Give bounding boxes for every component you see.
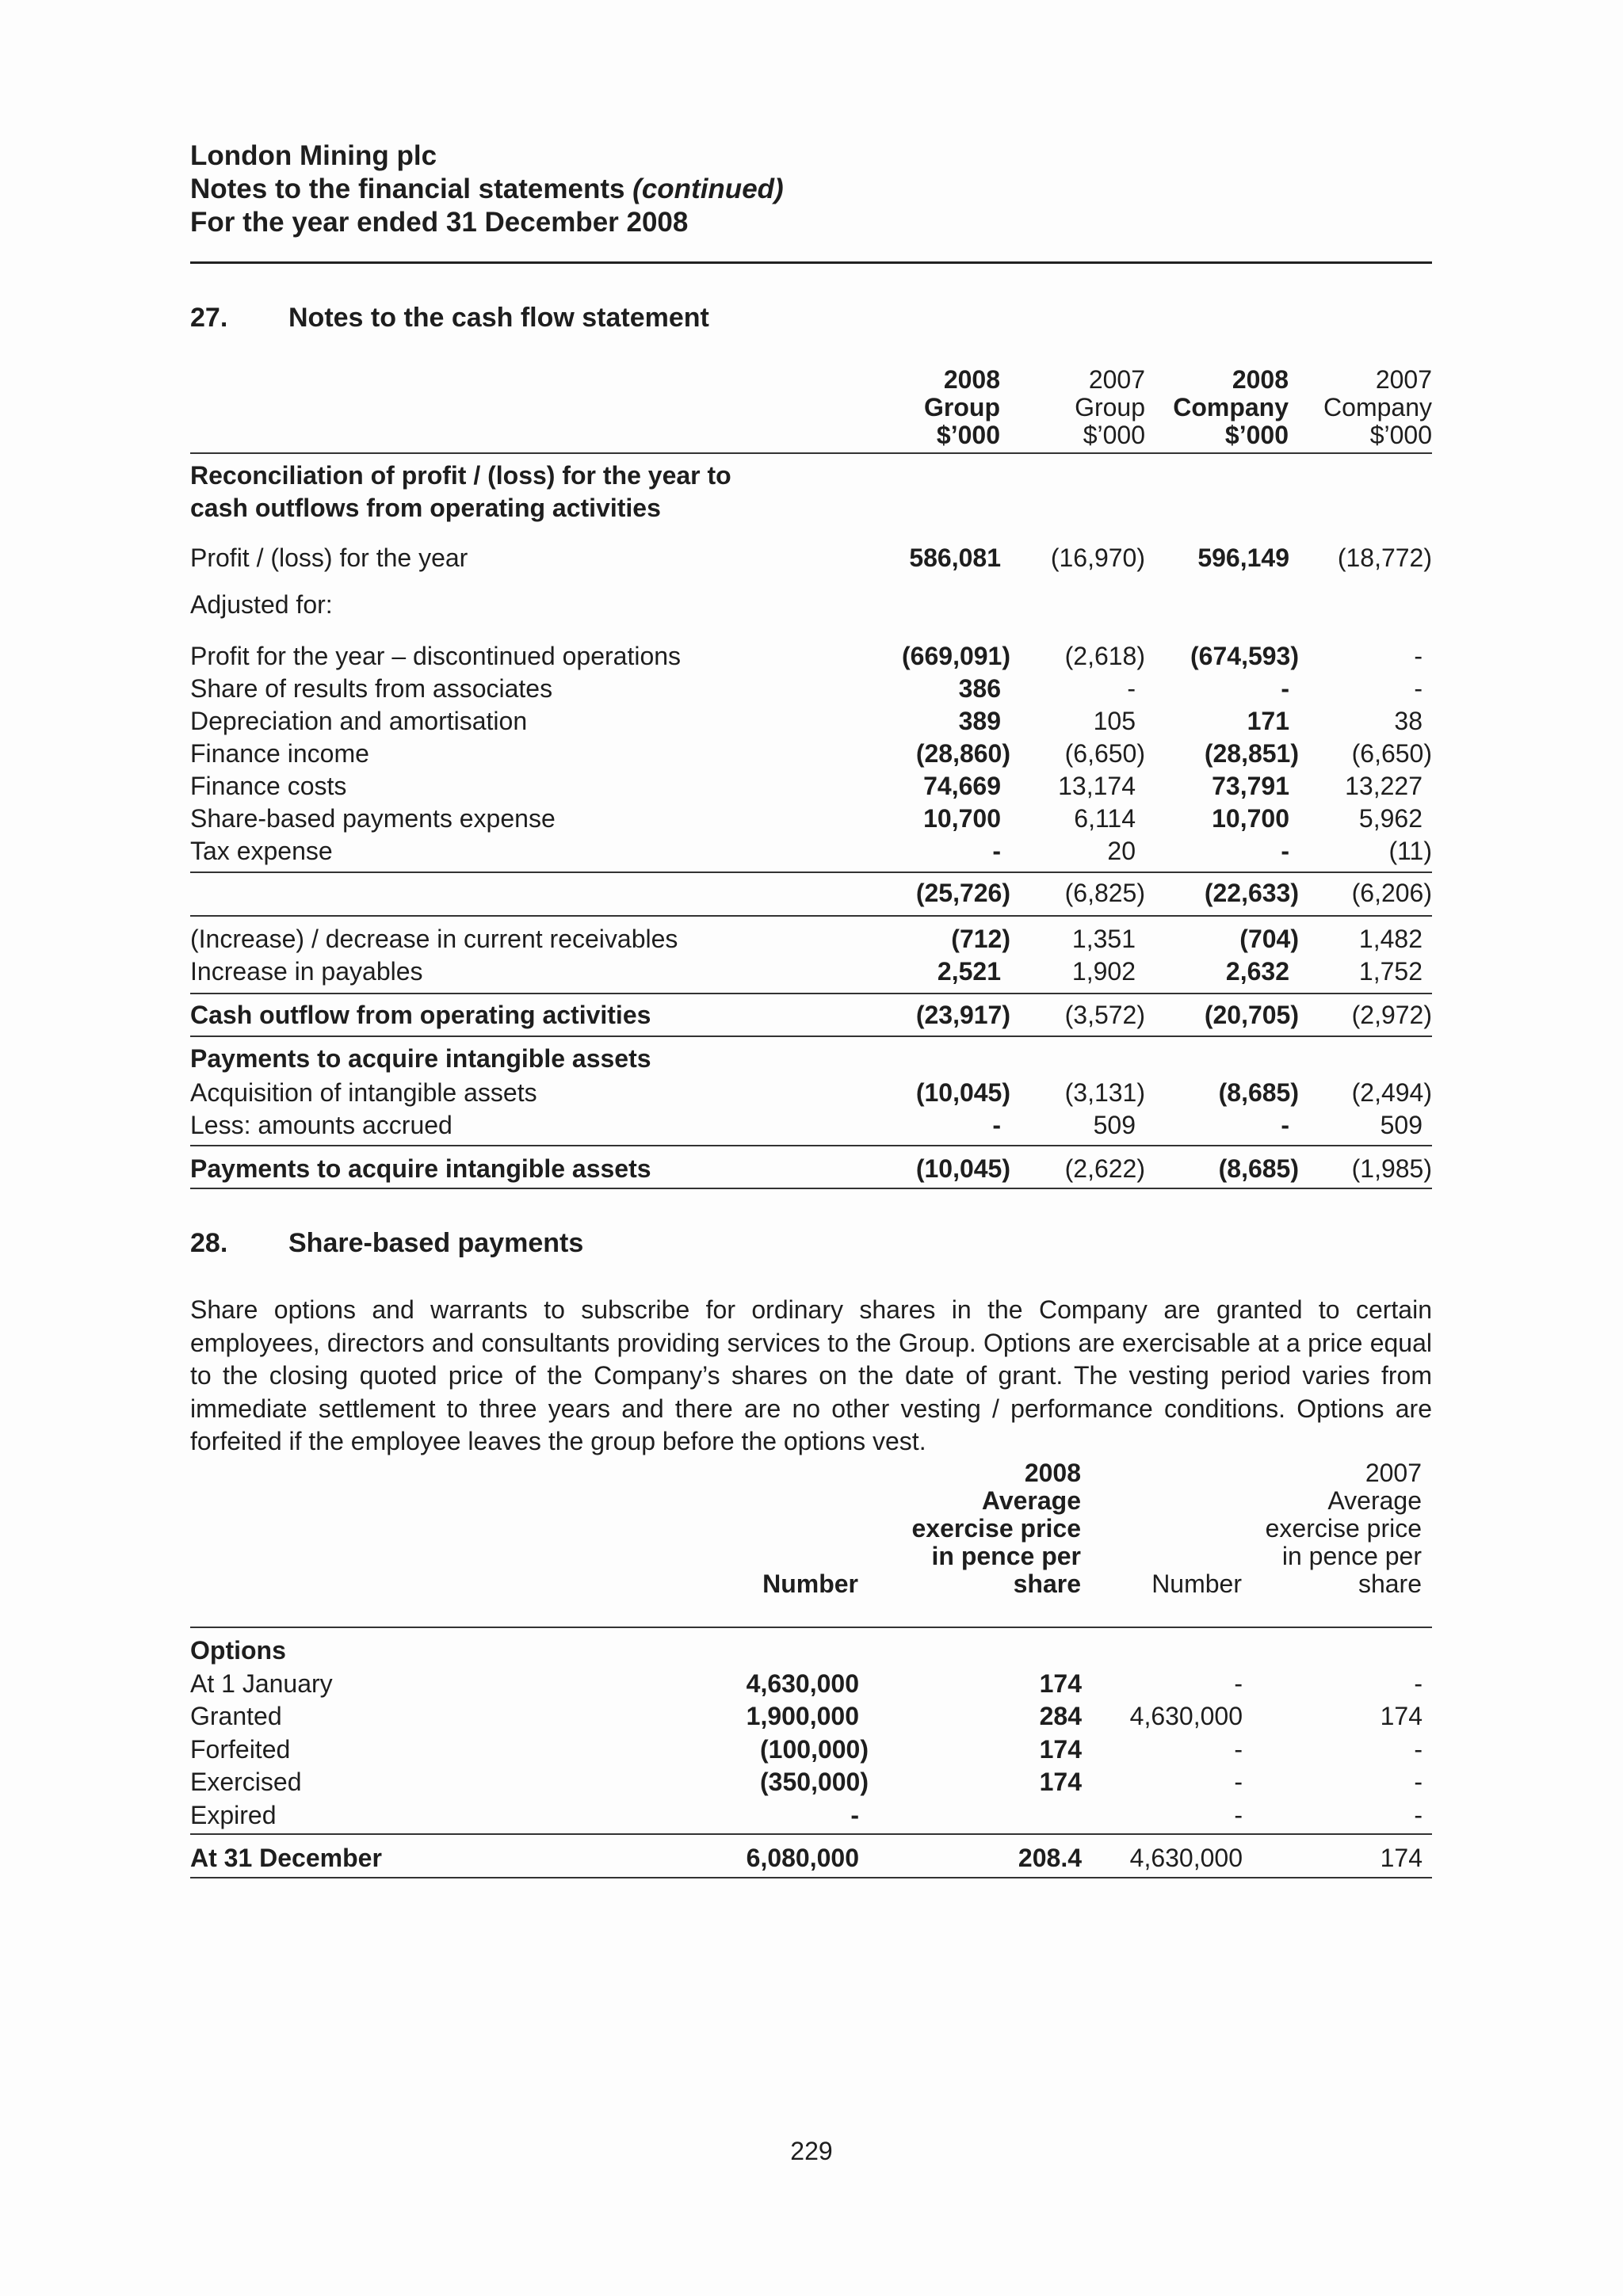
- row-value: -: [1234, 1735, 1243, 1764]
- row-value: 171: [1247, 707, 1289, 735]
- table-row: [190, 705, 1432, 737]
- row-value: 586,081: [909, 543, 1001, 572]
- table-row: [190, 1766, 1432, 1798]
- row-label: Payments to acquire intangible assets: [190, 1044, 651, 1073]
- column-header-line: in pence per: [1281, 1542, 1422, 1570]
- table-rule: [190, 1877, 1432, 1878]
- row-value: -: [992, 1111, 1001, 1139]
- note-title: Notes to the cash flow statement: [288, 303, 709, 333]
- table-row: [190, 877, 1432, 909]
- table-row: [190, 492, 1432, 524]
- row-value: 1,752: [1358, 957, 1423, 986]
- row-label: At 1 January: [190, 1669, 333, 1698]
- table-rule: [190, 452, 1432, 454]
- row-value: (20,705): [1204, 1001, 1299, 1029]
- row-value: (28,851): [1204, 739, 1299, 768]
- table-rule: [190, 1145, 1432, 1146]
- table-row: [190, 738, 1432, 769]
- note-title: Share-based payments: [288, 1228, 584, 1258]
- row-value: 4,630,000: [1129, 1702, 1243, 1730]
- column-header-unit: $’000: [1369, 421, 1432, 449]
- table-row: [190, 1733, 1432, 1765]
- row-value: (10,045): [915, 1154, 1010, 1183]
- column-header-entity: Group: [924, 393, 1000, 421]
- row-value: 6,080,000: [746, 1844, 859, 1872]
- column-header-year: 2007: [1375, 365, 1432, 394]
- row-value: (8,685): [1218, 1154, 1299, 1183]
- row-value: 174: [1039, 1669, 1082, 1698]
- row-value: 13,227: [1345, 772, 1423, 800]
- column-header-line: exercise price: [911, 1514, 1081, 1543]
- company-name: London Mining plc: [190, 140, 437, 171]
- row-value: 596,149: [1197, 543, 1289, 572]
- table-row: [190, 1668, 1432, 1699]
- column-header-year: 2007: [1088, 365, 1145, 394]
- row-label: Share-based payments expense: [190, 804, 556, 833]
- row-value: 389: [958, 707, 1001, 735]
- row-value: -: [1414, 1768, 1423, 1796]
- column-header-line: share: [1013, 1569, 1081, 1598]
- row-value: (6,650): [1351, 739, 1432, 768]
- row-label: Finance income: [190, 739, 369, 768]
- row-value: 73,791: [1212, 772, 1289, 800]
- table-row: [190, 589, 1432, 620]
- table-row: [190, 923, 1432, 955]
- row-value: (100,000): [760, 1735, 869, 1764]
- document-title: [190, 173, 784, 206]
- row-value: (6,206): [1351, 879, 1432, 907]
- note-number: 28.: [190, 1228, 228, 1258]
- table-rule: [190, 993, 1432, 994]
- row-label: Tax expense: [190, 837, 333, 865]
- row-value: 284: [1039, 1702, 1082, 1730]
- table-row: [190, 1799, 1432, 1831]
- row-label: Acquisition of intangible assets: [190, 1078, 537, 1107]
- column-header-line: 2007: [1365, 1459, 1422, 1487]
- share-based-payments-paragraph: Share options and warrants to subscribe for ordinary shares in the Company are granted to certain employees, directors and consultants providing services to the Group. Options are exercisable at a price equal to the closing quoted price of the Company’s shares on the date of grant. The vesting period varies from immediate settlement to three years and there are no other vesting / performance conditions. Options are forfeited if the employee leaves the group before the options vest.: [190, 1295, 1432, 1455]
- row-label: Less: amounts accrued: [190, 1111, 453, 1139]
- row-value: (28,860): [915, 739, 1010, 768]
- row-value: 74,669: [923, 772, 1001, 800]
- row-value: 174: [1380, 1844, 1423, 1872]
- table-rule: [190, 1833, 1432, 1835]
- table-rule: [190, 871, 1432, 873]
- row-value: -: [1414, 1669, 1423, 1698]
- row-value: -: [1414, 1735, 1423, 1764]
- row-label: Finance costs: [190, 772, 347, 800]
- row-value: 174: [1039, 1768, 1082, 1796]
- table-rule: [190, 915, 1432, 917]
- row-label: Depreciation and amortisation: [190, 707, 528, 735]
- row-value: 174: [1380, 1702, 1423, 1730]
- note-number: 27.: [190, 303, 228, 333]
- row-value: -: [850, 1801, 859, 1829]
- table-rule: [190, 1627, 1432, 1628]
- row-value: (669,091): [902, 642, 1010, 670]
- table-row: [190, 835, 1432, 867]
- table-row: [190, 1700, 1432, 1732]
- row-value: (1,985): [1351, 1154, 1432, 1183]
- row-value: (704): [1239, 925, 1299, 953]
- table-row: [190, 803, 1432, 834]
- table-row: [190, 955, 1432, 987]
- row-label: Adjusted for:: [190, 590, 333, 619]
- table-rule: [190, 1035, 1432, 1037]
- column-header-line: share: [1358, 1569, 1422, 1598]
- row-label: Payments to acquire intangible assets: [190, 1154, 651, 1183]
- row-value: (3,131): [1064, 1078, 1145, 1107]
- row-value: (3,572): [1064, 1001, 1145, 1029]
- row-value: -: [1234, 1801, 1243, 1829]
- row-value: -: [1127, 674, 1136, 703]
- column-header-line: in pence per: [931, 1542, 1081, 1570]
- column-header-line: Average: [1327, 1486, 1422, 1515]
- table-row: [190, 673, 1432, 704]
- row-label: Profit / (loss) for the year: [190, 543, 468, 572]
- row-label: (Increase) / decrease in current receivables: [190, 925, 678, 953]
- row-value: (25,726): [915, 879, 1010, 907]
- table-row: [190, 770, 1432, 802]
- note-28-heading: [190, 1228, 583, 1259]
- row-value: (712): [951, 925, 1010, 953]
- row-value: 1,900,000: [746, 1702, 859, 1730]
- row-value: (10,045): [915, 1078, 1010, 1107]
- column-header-line: 2008: [1024, 1459, 1081, 1487]
- row-value: -: [1281, 837, 1289, 865]
- row-value: (18,772): [1337, 543, 1432, 572]
- period-line: For the year ended 31 December 2008: [190, 207, 689, 238]
- row-value: -: [1414, 1801, 1423, 1829]
- row-value: 208.4: [1018, 1844, 1082, 1872]
- row-value: 174: [1039, 1735, 1082, 1764]
- column-header-line: Number: [1151, 1569, 1242, 1598]
- column-header-line: Average: [981, 1486, 1081, 1515]
- header-divider: [190, 261, 1432, 264]
- row-value: 1,902: [1071, 957, 1136, 986]
- row-value: (2,622): [1064, 1154, 1145, 1183]
- row-label: At 31 December: [190, 1844, 382, 1872]
- table-row: [190, 1153, 1432, 1184]
- row-value: -: [1414, 642, 1423, 670]
- column-header-year: 2008: [1232, 365, 1289, 394]
- row-label: Forfeited: [190, 1735, 291, 1764]
- row-value: -: [1234, 1669, 1243, 1698]
- table-row: [190, 1077, 1432, 1108]
- row-value: 1,482: [1358, 925, 1423, 953]
- row-value: -: [1281, 1111, 1289, 1139]
- row-value: (6,825): [1064, 879, 1145, 907]
- row-value: 2,632: [1225, 957, 1289, 986]
- row-value: 20: [1107, 837, 1136, 865]
- note-27-heading: [190, 303, 709, 334]
- row-value: (8,685): [1218, 1078, 1299, 1107]
- row-label: Reconciliation of profit / (loss) for the year to: [190, 461, 731, 490]
- row-label: Options: [190, 1636, 286, 1665]
- row-value: (22,633): [1204, 879, 1299, 907]
- row-value: (11): [1388, 837, 1432, 865]
- table-row: [190, 640, 1432, 672]
- table-row: [190, 1109, 1432, 1141]
- table-row: [190, 1634, 1432, 1666]
- row-label: Granted: [190, 1702, 282, 1730]
- column-header-unit: $’000: [1224, 421, 1289, 449]
- column-header-unit: $’000: [936, 421, 1000, 449]
- column-header-entity: Company: [1323, 393, 1432, 421]
- row-value: (2,618): [1064, 642, 1145, 670]
- row-label: Increase in payables: [190, 957, 423, 986]
- row-value: 2,521: [937, 957, 1001, 986]
- row-value: 5,962: [1358, 804, 1423, 833]
- column-header-line: exercise price: [1265, 1514, 1422, 1543]
- table-row: [190, 999, 1432, 1031]
- column-header-line: Number: [762, 1569, 858, 1598]
- table-row: [190, 542, 1432, 574]
- row-value: 4,630,000: [1129, 1844, 1243, 1872]
- row-value: (23,917): [915, 1001, 1010, 1029]
- table-rule: [190, 1188, 1432, 1189]
- row-value: (6,650): [1064, 739, 1145, 768]
- row-label: Expired: [190, 1801, 277, 1829]
- row-label: Share of results from associates: [190, 674, 553, 703]
- row-value: (674,593): [1190, 642, 1299, 670]
- row-value: 38: [1394, 707, 1423, 735]
- table-row: [190, 1842, 1432, 1874]
- row-value: 6,114: [1074, 804, 1136, 833]
- title-text: Notes to the financial statements: [190, 174, 633, 204]
- table-row: [190, 460, 1432, 491]
- row-value: -: [1234, 1768, 1243, 1796]
- row-value: 509: [1380, 1111, 1423, 1139]
- row-value: 1,351: [1071, 925, 1136, 953]
- row-value: 10,700: [923, 804, 1001, 833]
- column-header-entity: Group: [1075, 393, 1145, 421]
- row-label: cash outflows from operating activities: [190, 494, 661, 522]
- row-value: 105: [1093, 707, 1136, 735]
- row-label: Cash outflow from operating activities: [190, 1001, 651, 1029]
- page-number: 229: [790, 2137, 833, 2165]
- row-value: 509: [1093, 1111, 1136, 1139]
- column-header-year: 2008: [943, 365, 1000, 394]
- row-value: (2,494): [1351, 1078, 1432, 1107]
- row-label: Exercised: [190, 1768, 302, 1796]
- row-value: 386: [958, 674, 1001, 703]
- row-label: Profit for the year – discontinued operations: [190, 642, 682, 670]
- row-value: -: [1414, 674, 1423, 703]
- title-continued: (continued): [632, 174, 784, 204]
- row-value: (16,970): [1050, 543, 1145, 572]
- row-value: 4,630,000: [746, 1669, 859, 1698]
- row-value: (2,972): [1351, 1001, 1432, 1029]
- column-header-entity: Company: [1173, 393, 1289, 421]
- row-value: -: [992, 837, 1001, 865]
- row-value: 13,174: [1058, 772, 1136, 800]
- row-value: (350,000): [760, 1768, 869, 1796]
- table-row: [190, 1043, 1432, 1074]
- row-value: 10,700: [1212, 804, 1289, 833]
- row-value: -: [1281, 674, 1289, 703]
- column-header-unit: $’000: [1083, 421, 1145, 449]
